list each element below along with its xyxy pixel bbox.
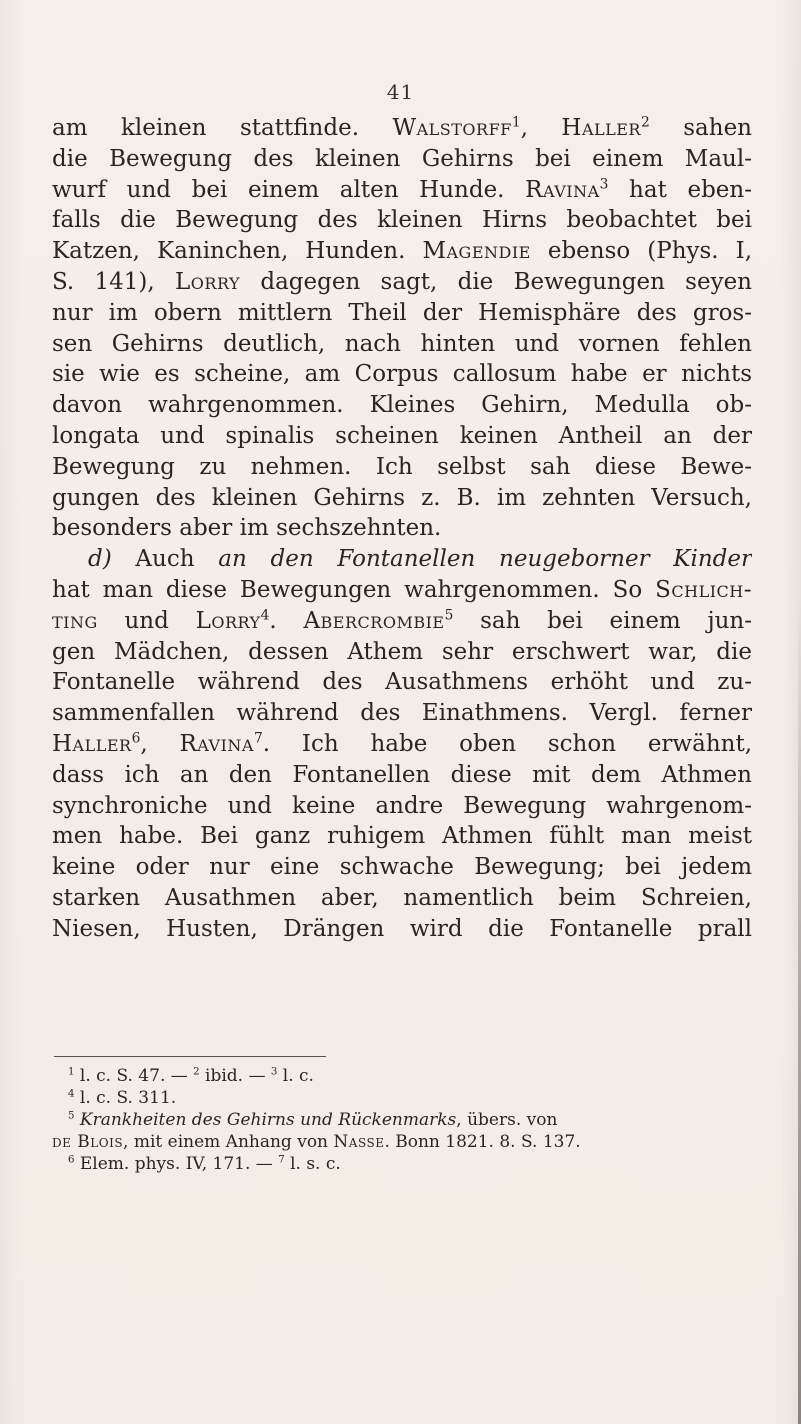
text-run: dagegen sagt, die Bewegungen seyen — [240, 268, 752, 295]
footnote-ref: 4 — [260, 607, 270, 624]
emphasis-text: an den Fontanellen neugeborner Kinder — [218, 546, 752, 573]
footnote-line — [52, 1153, 752, 1175]
text-run: sahen — [649, 115, 752, 141]
text-run: ebenso (Phys. I, — [530, 238, 752, 265]
footnote-text: , übers. von — [456, 1110, 558, 1130]
footnote-ref: 3 — [599, 175, 609, 192]
author-name: Schlich- — [655, 576, 752, 603]
author-name: ting — [52, 607, 98, 634]
footnote-ref: 1 — [511, 114, 521, 131]
footnote-ref: 6 — [131, 730, 141, 747]
text-run: sah bei einem jun- — [453, 607, 752, 634]
text-line: besonders aber im sechszehnten. — [52, 515, 442, 542]
footnote-number: 5 — [68, 1110, 75, 1122]
text-run: hat man diese Bewegungen wahrgenommen. So — [52, 576, 656, 603]
footnote-number: 1 — [68, 1066, 75, 1078]
author-name: Abercrombie — [303, 607, 445, 634]
footnote-ref: 5 — [444, 607, 454, 624]
text-run: Auch — [111, 546, 219, 573]
body-text — [52, 113, 752, 945]
footnotes — [52, 1065, 752, 1175]
text-run: . — [269, 607, 304, 634]
text-run: hat eben- — [608, 176, 752, 203]
footnote-text: l. s. c. — [284, 1154, 341, 1174]
footnote-line — [52, 1065, 752, 1087]
text-run: , — [520, 115, 562, 141]
author-name: Nasse — [333, 1132, 385, 1152]
footnote-text: l. c. S. 311. — [74, 1088, 177, 1108]
section-marker: d) — [88, 546, 112, 573]
book-title: Krankheiten des Gehirns und Rückenmarks — [74, 1110, 457, 1130]
footnote-line — [52, 1131, 752, 1153]
footnote-text: , mit einem Anhang von — [123, 1132, 334, 1152]
footnote-ref: 2 — [640, 114, 650, 131]
text-line: davon wahrgenommen. Kleines Gehirn, Medulla ob- — [52, 392, 752, 419]
text-line: dass ich an den Fontanellen diese mit dem Athmen — [52, 761, 752, 788]
author-name: Ravina — [525, 176, 600, 203]
text-line: Bewegung zu nehmen. Ich selbst sah diese Bewe- — [52, 453, 752, 480]
text-line — [52, 113, 752, 144]
text-line — [52, 575, 752, 606]
author-name: Ravina — [179, 730, 254, 757]
text-run: . Ich habe oben schon erwähnt, — [262, 730, 752, 757]
text-line: starken Ausathmen aber, namentlich beim Schreien, — [52, 884, 752, 911]
author-name: de Blois — [52, 1132, 124, 1152]
text-line: sammenfallen während des Einathmens. Vergl. ferner — [52, 700, 752, 727]
author-name: Magendie — [422, 238, 531, 265]
author-name: Lorry — [175, 268, 241, 295]
text-run: Katzen, Kaninchen, Hunden. — [52, 238, 423, 265]
footnote-text: . Bonn 1821. 8. S. 137. — [384, 1132, 581, 1152]
text-line — [52, 544, 752, 575]
text-line — [52, 606, 752, 637]
text-line: Niesen, Husten, Drängen wird die Fontanelle prall — [52, 915, 752, 942]
text-line: Fontanelle während des Ausathmens erhöht und zu- — [52, 669, 752, 696]
footnote-text: ibid. — — [199, 1066, 271, 1086]
page-number: 41 — [386, 80, 415, 104]
footnote-number: 2 — [193, 1066, 200, 1078]
author-name: Lorry — [195, 607, 261, 634]
text-line: longata und spinalis scheinen keinen Antheil an der — [52, 422, 752, 449]
text-line: keine oder nur eine schwache Bewegung; bei jedem — [52, 854, 752, 881]
footnote-number: 3 — [270, 1066, 278, 1078]
footnote-line — [52, 1109, 752, 1131]
footnote-text: l. c. — [277, 1066, 314, 1086]
footnote-number: 4 — [68, 1088, 75, 1100]
text-line: synchroniche und keine andre Bewegung wahrgenom- — [52, 792, 752, 819]
author-name: Walstorff — [392, 115, 512, 141]
author-name: Haller — [52, 730, 132, 757]
text-line: sen Gehirns deutlich, nach hinten und vornen fehlen — [52, 330, 752, 357]
footnote-text: l. c. S. 47. — — [74, 1066, 194, 1086]
author-name: Haller — [561, 115, 641, 141]
text-line: sie wie es scheine, am Corpus callosum habe er nichts — [52, 361, 752, 388]
text-line: nur im obern mittlern Theil der Hemisphäre des gros- — [52, 299, 752, 326]
text-line: gungen des kleinen Gehirns z. B. im zehnten Versuch, — [52, 484, 752, 511]
text-run: und — [97, 607, 196, 634]
text-line: men habe. Bei ganz ruhigem Athmen fühlt man meist — [52, 823, 752, 850]
text-line: falls die Bewegung des kleinen Hirns beobachtet bei — [52, 207, 752, 234]
text-run: wurf und bei einem alten Hunde. — [52, 176, 526, 203]
footnote-ref: 7 — [254, 730, 263, 747]
text-line — [52, 175, 752, 206]
text-line — [52, 729, 752, 760]
text-line: gen Mädchen, dessen Athem sehr erschwert war, die — [52, 638, 752, 665]
text-run: , — [140, 730, 180, 757]
footnote-line — [52, 1087, 752, 1109]
footnote-number: 7 — [278, 1154, 285, 1166]
footnote-number: 6 — [68, 1154, 75, 1166]
footnote-text: Elem. phys. IV, 171. — — [74, 1154, 279, 1174]
text-line — [52, 236, 752, 267]
text-line — [52, 267, 752, 298]
footnote-divider — [54, 1056, 326, 1057]
text-run: am kleinen stattfinde. — [52, 115, 393, 141]
text-run: S. 141), — [52, 268, 175, 295]
text-line: die Bewegung des kleinen Gehirns bei einem Maul- — [52, 145, 752, 172]
